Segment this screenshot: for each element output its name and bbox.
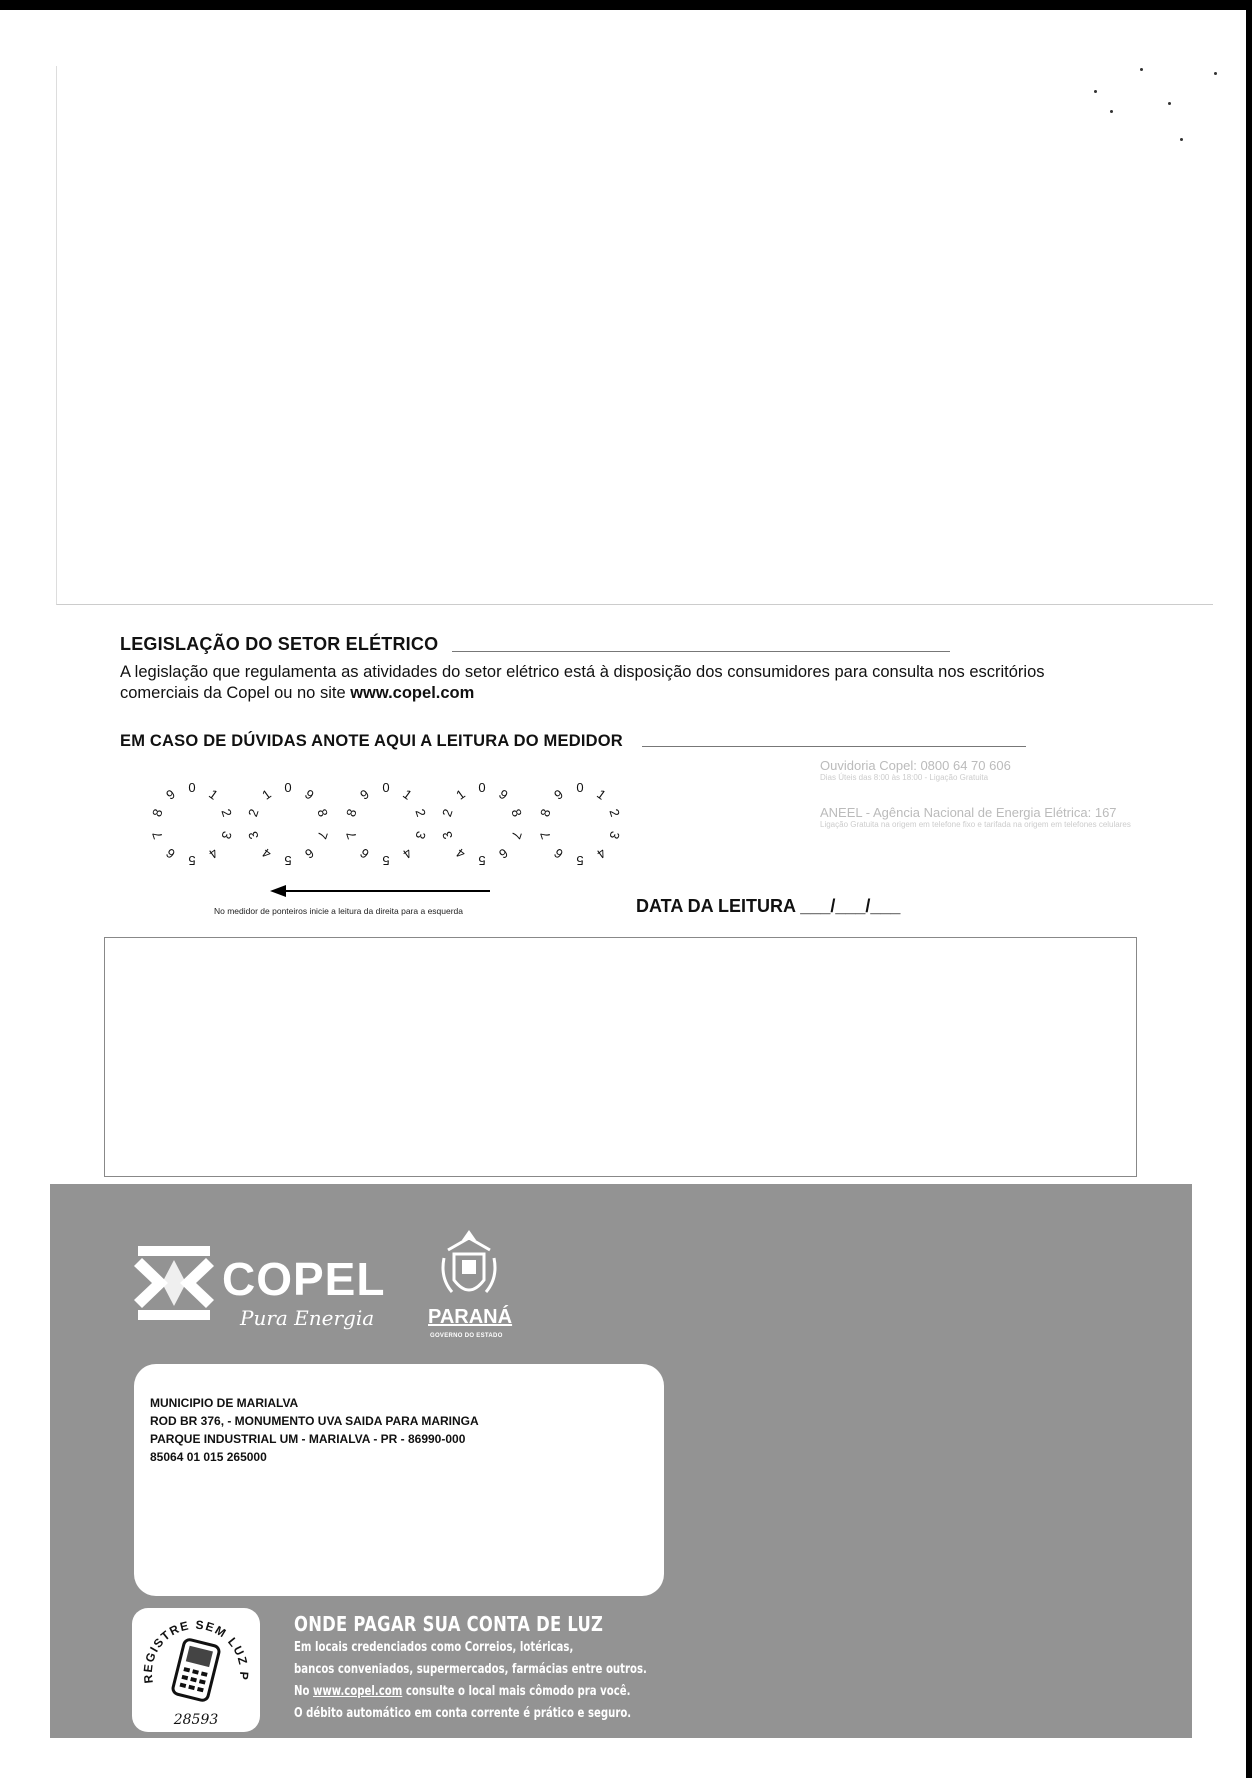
address-line: 85064 01 015 265000	[150, 1450, 267, 1464]
dial-digit: 8	[343, 806, 360, 819]
dial-digit: 7	[343, 829, 360, 842]
blank-upper-panel	[56, 66, 1213, 605]
dial-digit: 7	[149, 829, 166, 842]
dial-digit: 9	[163, 786, 178, 803]
payment-line: bancos conveniados, supermercados, farmácias entre outros.	[294, 1662, 647, 1677]
dial-digit: 9	[496, 786, 511, 803]
dial-digit: 6	[302, 845, 317, 862]
dial-digit: 9	[551, 786, 566, 803]
address-line: MUNICIPIO DE MARIALVA	[150, 1396, 299, 1410]
dial-digit: 9	[357, 786, 372, 803]
dial-digit: 8	[314, 806, 331, 819]
scan-speck	[1140, 68, 1143, 71]
dial-digit: 7	[537, 829, 554, 842]
left-arrow-icon	[270, 884, 490, 898]
dial-digit: 3	[245, 829, 262, 842]
dial-digit: 9	[302, 786, 317, 803]
dial-digit: 1	[453, 786, 468, 803]
dial-digit: 3	[412, 829, 429, 842]
dial-digit: 4	[400, 845, 415, 862]
dial-digit: 5	[478, 853, 486, 868]
mobile-phone-icon	[172, 1638, 220, 1701]
meter-title-rule	[642, 746, 1026, 747]
meter-dial	[439, 780, 525, 868]
meter-dial	[149, 780, 235, 868]
meter-dial	[245, 780, 331, 868]
copel-logo-icon	[134, 1244, 214, 1322]
dial-digit: 5	[576, 853, 584, 868]
dial-digit: 8	[508, 806, 525, 819]
dial-digit: 4	[206, 845, 221, 862]
dial-digit: 0	[382, 780, 390, 795]
address-block	[150, 1394, 479, 1466]
dial-digit: 3	[218, 829, 235, 842]
payment-title: ONDE PAGAR SUA CONTA DE LUZ	[294, 1612, 604, 1636]
payment-line: No www.copel.com consulte o local mais cômodo pra você.	[294, 1684, 631, 1699]
dial-digit: 2	[218, 806, 235, 819]
aneel-note: Ligação Gratuita na origem em telefone fixo e tarifada na origem em telefones celulares	[820, 820, 1131, 829]
dial-digit: 2	[245, 806, 262, 819]
arrow-caption: No medidor de ponteiros inicie a leitura da direita para a esquerda	[214, 906, 464, 916]
address-line: PARQUE INDUSTRIAL UM - MARIALVA - PR - 86990-000	[150, 1432, 466, 1446]
aneel-phone: ANEEL - Agência Nacional de Energia Elétrica: 167	[820, 805, 1117, 820]
sms-badge	[132, 1608, 260, 1732]
meter-dials	[140, 770, 660, 880]
dial-digit: 2	[606, 806, 623, 819]
legislation-title-rule	[452, 651, 950, 652]
address-line: ROD BR 376, - MONUMENTO UVA SAIDA PARA MARINGA	[150, 1414, 479, 1428]
dial-digit: 6	[357, 845, 372, 862]
dial-digit: 1	[594, 786, 609, 803]
dial-digit: 5	[188, 853, 196, 868]
copel-site-link[interactable]: www.copel.com	[312, 1684, 403, 1699]
dial-digit: 6	[551, 845, 566, 862]
dial-digit: 0	[188, 780, 196, 795]
scan-speck	[1168, 102, 1171, 105]
dial-digit: 4	[453, 845, 468, 862]
parana-subtitle: GOVERNO DO ESTADO	[430, 1333, 503, 1339]
dial-digit: 7	[508, 829, 525, 842]
reading-date-label: DATA DA LEITURA ___/___/___	[636, 896, 901, 916]
dial-digit: 5	[284, 853, 292, 868]
dial-digit: 4	[594, 845, 609, 862]
dial-digit: 0	[284, 780, 292, 795]
parana-coat-of-arms-icon	[436, 1230, 502, 1306]
meter-dial	[343, 780, 429, 868]
dial-digit: 6	[163, 845, 178, 862]
dial-digit: 1	[400, 786, 415, 803]
dial-digit: 7	[314, 829, 331, 842]
scan-speck	[1180, 138, 1183, 141]
dial-digit: 8	[149, 806, 166, 819]
scan-speck	[1214, 72, 1217, 75]
copel-tagline: Pura Energia	[240, 1306, 375, 1330]
scan-right-edge	[1246, 0, 1252, 1778]
copel-site-link[interactable]: www.copel.com	[350, 684, 475, 702]
meter-title: EM CASO DE DÚVIDAS ANOTE AQUI A LEITURA DO MEDIDOR	[120, 732, 623, 750]
payment-line: Em locais credenciados como Correios, lotéricas,	[294, 1640, 574, 1655]
dial-digit: 2	[439, 806, 456, 819]
dial-digit: 1	[259, 786, 274, 803]
dial-digit: 5	[382, 853, 390, 868]
dial-digit: 3	[439, 829, 456, 842]
notes-box	[104, 937, 1137, 1177]
dial-digit: 2	[412, 806, 429, 819]
dial-digit: 4	[259, 845, 274, 862]
dial-digit: 3	[606, 829, 623, 842]
dial-digit: 6	[496, 845, 511, 862]
ombudsman-block	[820, 758, 1180, 830]
sms-ring-text: REGISTRE SEM LUZ P	[140, 1617, 252, 1685]
copel-logo-text: COPEL	[222, 1253, 386, 1305]
scan-top-edge	[0, 0, 1252, 10]
meter-dial	[537, 780, 623, 868]
legislation-title: LEGISLAÇÃO DO SETOR ELÉTRICO	[120, 634, 439, 654]
parana-name: PARANÁ	[428, 1306, 513, 1328]
copel-ombudsman-hours: Dias Úteis das 8:00 às 18:00 - Ligação Gratuita	[820, 773, 989, 782]
scan-speck	[1110, 110, 1113, 113]
scan-speck	[1094, 90, 1097, 93]
dial-digit: 8	[537, 806, 554, 819]
dial-digit: 1	[206, 786, 221, 803]
dial-digit: 0	[576, 780, 584, 795]
sms-number: 28593	[173, 1712, 219, 1728]
copel-ombudsman-phone: Ouvidoria Copel: 0800 64 70 606	[820, 758, 1011, 773]
payment-line: O débito automático em conta corrente é prático e seguro.	[294, 1706, 632, 1721]
legislation-text: A legislação que regulamenta as atividades do setor elétrico está à disposição dos consumidores para consulta nos escritórios comerciais da Copel ou no site www.copel.com	[120, 663, 1045, 702]
address-window	[134, 1364, 664, 1596]
dial-digit: 0	[478, 780, 486, 795]
